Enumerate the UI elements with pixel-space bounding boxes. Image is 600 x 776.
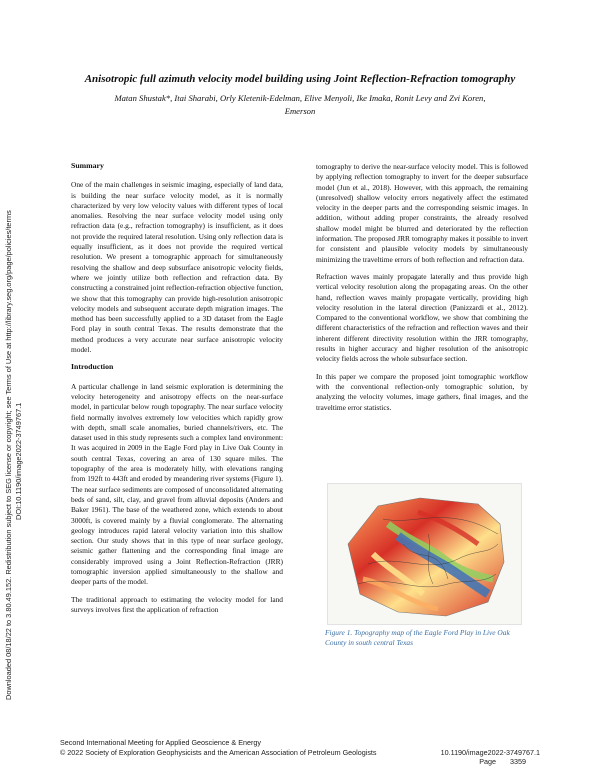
paper-title: Anisotropic full azimuth velocity model building using Joint Reflection-Refraction tomography	[84, 73, 516, 85]
footer-page	[380, 757, 540, 767]
summary-heading: Summary	[71, 161, 104, 170]
footer-page-label: Page	[479, 757, 496, 766]
right-paragraph-2: Refraction waves mainly propagate laterally and thus provide high vertical velocity resolution along the propagating areas. On the other hand, reflection waves mainly propagate vertically, providing high velocity resolution in the lateral direction (Panizzardi et al., 2012). Compared to the conventional workflow, we show that combining the different characteristics of the refraction and reflection waves and their inherent different directivity resolution within the JRR tomography, results in higher accuracy and higher resolution of the anisotropic velocity fields across the whole subsurface section.	[316, 271, 528, 364]
summary-paragraph: One of the main challenges in seismic imaging, especially of land data, is building the near surface velocity model, as it is normally characterized by very low velocity values with different types of local anomalies. Resolving the near surface velocity model using only refraction data (e.g., refraction tomography) is insufficient, as it does not provide the required lateral resolution. Using only reflection data is equally insufficient, as it does not provide the required vertical resolution. We present a tomographic approach for simultaneously resolving the shallow and deep subsurface anisotropic velocity fields, where we jointly utilize both reflection and refraction data. By constructing a constrained joint reflection-refraction objective function, we show that this tomography can provide high-resolution anisotropic velocity models and subsequent accurate depth migration images. The method has been successfully applied to a 3D dataset from the Eagle Ford play in south central Texas. The results demonstrate that the method produces a very accurate near surface anisotropic velocity model.	[71, 180, 283, 355]
footer-doi: 10.1190/image2022-3749767.1	[440, 747, 540, 757]
introduction-paragraph-2: The traditional approach to estimating the velocity model for land surveys involves first the application of refraction	[71, 594, 283, 614]
right-paragraph-1: tomography to derive the near-surface velocity model. This is followed by applying reflection tomography to invert for the deeper subsurface model (Jun et al., 2018). However, with this approach, the remaining (unresolved) shallow velocity errors negatively affect the estimated velocity in the deeper parts and the corresponding seismic images. In addition, without adding proper constraints, the already resolved shallow model might be blurred and deteriorated by the reflection information. The proposed JRR tomography makes it possible to invert for consistent and plausible velocity models by simultaneously minimizing the traveltime errors of both reflection and refraction data.	[316, 162, 528, 264]
side-note-line-1: Downloaded 08/18/22 to 3.80.49.152. Redistribution subject to SEG license or copyright; see Terms of Use at http://library.seg.org/page/policies/terms	[4, 210, 13, 700]
footer-meeting: Second International Meeting for Applied Geoscience & Energy	[60, 738, 261, 747]
side-note-line-2: DOI:10.1190/image2022-3749767.1	[14, 402, 23, 520]
author-list	[80, 92, 520, 118]
left-column	[71, 158, 283, 622]
topography-map-figure	[327, 483, 522, 625]
right-paragraph-3: In this paper we compare the proposed joint tomographic workflow with the conventional reflection-only tomographic solution, by analyzing the velocity volumes, image gathers, final images, and the traveltime error statistics.	[316, 371, 528, 412]
footer-page-number: 3359	[510, 757, 526, 766]
introduction-heading: Introduction	[71, 362, 114, 372]
right-column	[316, 162, 528, 420]
authors-affiliation: Emerson	[284, 106, 316, 116]
footer-copyright: © 2022 Society of Exploration Geophysicists and the American Association of Petroleum Geologists	[60, 747, 377, 757]
download-side-note	[2, 80, 32, 700]
authors-line-1: Matan Shustak*, Itai Sharabi, Orly Kletenik-Edelman, Elive Menyoli, Ike Imaka, Ronit Levy and Zvi Koren,	[114, 93, 486, 103]
introduction-paragraph-1: A particular challenge in land seismic exploration is determining the velocity heterogeneity and anisotropy effects on the near-surface model, in particular below rough topography. The near surface velocity field normally involves extremely low velocities which rapidly grow with depth, small scale anomalies, buried channels/rivers, etc. The dataset used in this study represents such a complex land environment: It was acquired in 2009 in the Eagle Ford play in Live Oak County in south central Texas, covering an area of 130 square miles. The topography of the area is moderately hilly, with elevations ranging from 192ft to 443ft and eroded by meandering river systems (Figure 1). The near surface sediments are composed of unconsolidated alternating beds of sand, silt, clay, and gravel from alluvial deposits (Anders and Baker 1961). The base of the weathered zone, which extends to about 3000ft, is covered mainly by a fluvial conglomerate. The alternating geology introduces rapid lateral velocity variation into this shallow section. Our study shows that in this type of near surface geology, seismic gather flattening and the corresponding final image are considerably improved using a Joint Reflection-Refraction (JRR) tomographic inversion applied simultaneously to the shallow and deeper parts of the model.	[71, 381, 283, 587]
topography-map-image	[328, 484, 521, 624]
map-survey-area	[348, 498, 504, 616]
figure-1-caption: Figure 1. Topography map of the Eagle Ford Play in Live Oak County in south central Texas	[325, 628, 510, 647]
